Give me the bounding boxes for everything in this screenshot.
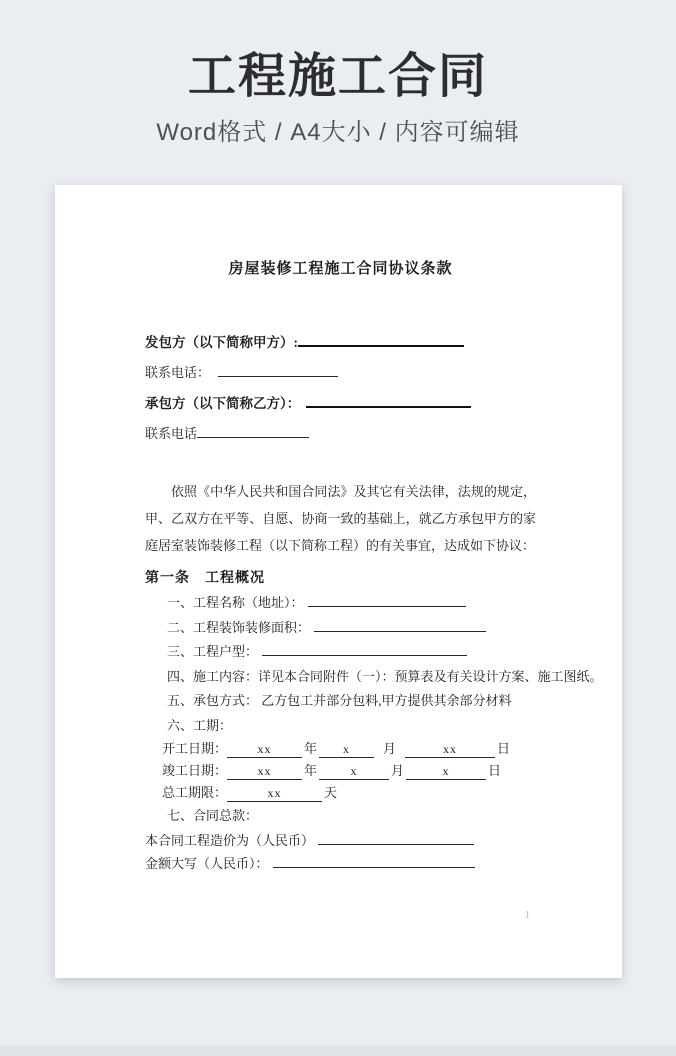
item5-contract-mode-line: 五、承包方式： 乙方包工并部分包料,甲方提供其余部分材料 <box>167 693 512 708</box>
page-subtitle: Word格式 / A4大小 / 内容可编辑 <box>156 119 520 147</box>
item1-label: 一、工程名称（地址）： <box>167 595 304 610</box>
end-date-day-unit: 日 <box>488 763 502 778</box>
item1-project-name-line <box>145 591 536 616</box>
item3-label: 三、工程户型： <box>167 644 259 659</box>
party-a-label: 发包方（以下简称甲方）: <box>145 335 298 350</box>
end-date-year-unit: 年 <box>304 763 318 778</box>
item7-total-price-line: 七、合同总款： <box>167 808 259 823</box>
item3-layout-line <box>145 640 536 665</box>
page-number: 1 <box>525 910 530 921</box>
item4-scope-line: 四、施工内容：详见本合同附件（一）：预算表及有关设计方案、施工图纸。 <box>167 668 603 684</box>
end-date-month-field: x <box>319 764 389 780</box>
item2-label: 二、工程装饰装修面积： <box>167 619 311 635</box>
start-date-year-unit: 年 <box>304 741 318 756</box>
end-date-day-field: x <box>406 764 486 780</box>
total-duration-label: 总工期限： <box>162 785 228 800</box>
party-b-phone-blank-field <box>197 426 309 438</box>
page-title: 工程施工合同 <box>187 50 488 103</box>
item1-blank-field <box>308 595 466 607</box>
party-a-blank-field <box>298 334 464 347</box>
total-duration-line <box>145 782 536 804</box>
end-date-line <box>145 760 536 782</box>
end-date-month-unit: 月 <box>391 763 405 778</box>
amount-words-line <box>145 852 536 875</box>
party-a-phone-blank-field <box>218 365 338 377</box>
item2-area-line <box>145 616 536 641</box>
party-b-phone-line <box>145 426 536 442</box>
price-label: 本合同工程造价为（人民币） <box>145 832 315 848</box>
end-date-label: 竣工日期： <box>162 763 228 778</box>
party-b-blank-field <box>306 395 471 408</box>
party-a-phone-label: 联系电话： <box>145 365 211 380</box>
next-page-edge <box>0 1046 676 1056</box>
start-date-month-unit: 月 <box>383 741 397 756</box>
hero-header <box>0 0 676 147</box>
start-date-label: 开工日期： <box>162 741 228 756</box>
party-a-line <box>145 334 536 351</box>
document-title: 房屋装修工程施工合同协议条款 <box>228 261 453 277</box>
document-page <box>55 185 622 978</box>
start-date-day-field: xx <box>405 742 495 758</box>
party-b-line <box>145 395 536 412</box>
price-line <box>145 829 536 852</box>
item6-schedule-line: 六、工期： <box>167 717 233 733</box>
start-date-month-field: x <box>319 742 374 758</box>
total-duration-unit: 天 <box>324 785 338 800</box>
amount-words-blank-field <box>273 856 475 868</box>
item2-blank-field <box>314 620 486 632</box>
price-blank-field <box>318 833 474 845</box>
intro-paragraph: 依照《中华人民共和国合同法》及其它有关法律，法规的规定，甲、乙双方在平等、自愿、协商一致的基础上，就乙方承包甲方的家庭居室装饰装修工程（以下简称工程）的有关事宜，达成如下协议： <box>145 484 536 553</box>
section1-heading: 第一条 工程概况 <box>145 571 265 586</box>
end-date-year-field: xx <box>227 764 302 780</box>
item3-blank-field <box>262 644 467 656</box>
start-date-year-field: xx <box>227 742 302 758</box>
amount-words-label: 金额大写（人民币）： <box>145 855 269 871</box>
party-b-label: 承包方（以下简称乙方）： <box>145 396 301 411</box>
total-duration-field: xx <box>227 786 322 802</box>
party-a-phone-line <box>145 365 536 381</box>
start-date-line <box>145 738 536 760</box>
start-date-day-unit: 日 <box>497 741 511 756</box>
party-b-phone-label: 联系电话 <box>145 426 198 441</box>
